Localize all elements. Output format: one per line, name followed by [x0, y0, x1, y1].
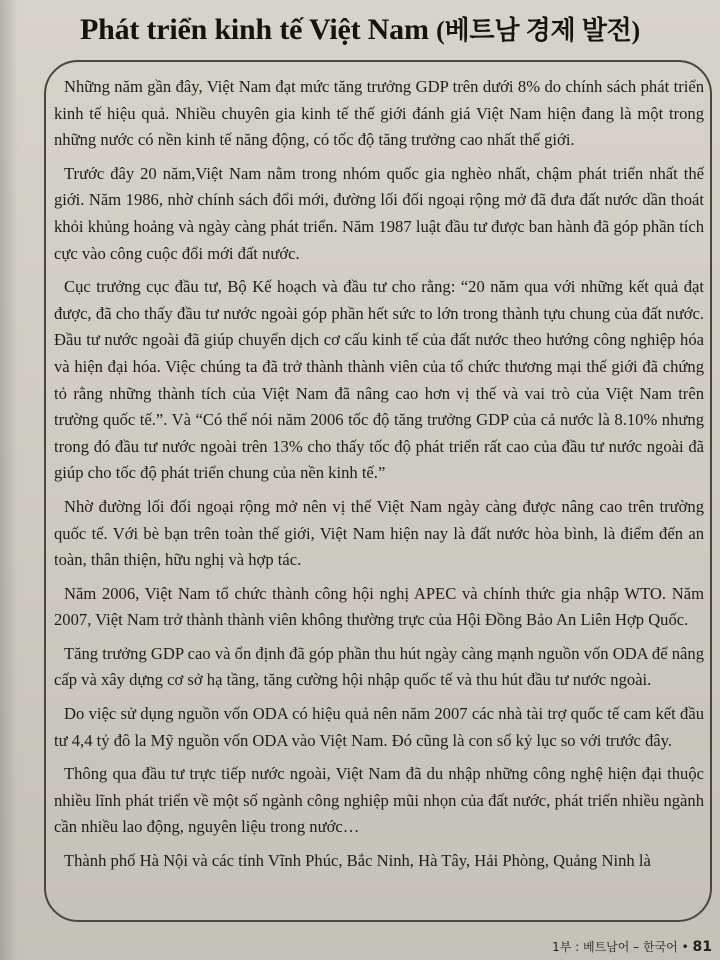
footer-section: 1부 : 베트남어 – 한국어: [552, 940, 678, 954]
paragraph: Những năm gần đây, Việt Nam đạt mức tăng trưởng GDP trên dưới 8% do chính sách phát triển kinh tế hiệu quả. Nhiều chuyên gia kinh tế thế giới đánh giá Việt Nam hiện đang là một trong những nước có nền kinh tế năng động, có tốc độ tăng trưởng cao nhất thế giới.: [54, 77, 704, 150]
paragraph: Nhờ đường lối đối ngoại rộng mở nên vị thế Việt Nam ngày càng được nâng cao trên trường quốc tế. Với bè bạn trên toàn thế giới, Việt Nam hiện nay là đất nước hòa bình, là điểm đến an toàn, thân thiện, hữu nghị và hợp tác.: [54, 496, 704, 570]
title-vietnamese: Phát triển kinh tế Việt Nam: [80, 13, 429, 46]
page-gutter-shadow: [0, 0, 18, 960]
page-footer: [552, 938, 712, 955]
paragraph: Thành phố Hà Nội và các tỉnh Vĩnh Phúc, Bắc Ninh, Hà Tây, Hải Phòng, Quảng Ninh là: [64, 851, 651, 871]
paragraph: Thông qua đầu tư trực tiếp nước ngoài, Việt Nam đã du nhập những công nghệ hiện đại thuộc nhiều lĩnh phát triển về một số ngành công nghiệp mũi nhọn của đất nước, phát triển nhiều ngành cần nhiều lao động, nguyên liệu trong nước…: [54, 764, 704, 837]
paragraph: Do việc sử dụng nguồn vốn ODA có hiệu quả nên năm 2007 các nhà tài trợ quốc tế cam kết đầu tư 4,4 tỷ đô la Mỹ nguồn vốn ODA vào Việt Nam. Đó cũng là con số kỷ lục so với trước đây.: [54, 704, 704, 750]
page-title: [0, 10, 720, 47]
article-body: [54, 74, 704, 882]
footer-bullet: •: [681, 940, 689, 954]
page-number: 81: [692, 939, 712, 955]
paragraph: Cục trưởng cục đầu tư, Bộ Kế hoạch và đầu tư cho rằng: “20 năm qua với những kết quả đạt được, đã cho thấy đầu tư nước ngoài góp phần hết sức to lớn trong thành tựu chung của đất nước. Đầu tư nước ngoài đã giúp chuyển dịch cơ cấu kinh tế của đất nước theo hướng công nghiệp hóa và hiện đại hóa. Việc chúng ta đã trở thành thành viên của tổ chức thương mại thế giới đã chứng tỏ rằng những thành tích của Việt Nam đã nâng cao hơn vị thế và vai trò của Việt Nam trên trường quốc tế.”. Và “Có thể nói năm 2006 tốc độ tăng trưởng GDP của cả nước là 8.10% nhưng trong đó đầu tư nước ngoài trên 13% cho thấy tốc độ phát triển rất cao của đầu tư nước ngoài đã giúp cho tốc độ phát triển chung của nền kinh tế.”: [54, 277, 704, 483]
paragraph: Tăng trưởng GDP cao và ổn định đã góp phần thu hút ngày càng mạnh nguồn vốn ODA để nâng cấp và xây dựng cơ sở hạ tầng, tăng cường hội nhập quốc tế và thu hút đầu tư nước ngoài.: [54, 643, 704, 690]
paragraph: Năm 2006, Việt Nam tổ chức thành công hội nghị APEC và chính thức gia nhập WTO. Năm 2007, Việt Nam trở thành thành viên không thường trực của Hội Đồng Bảo An Liên Hợp Quốc.: [54, 583, 704, 630]
title-korean: (베트남 경제 발전): [436, 16, 640, 45]
paragraph: Trước đây 20 năm,Việt Nam nằm trong nhóm quốc gia nghèo nhất, chậm phát triển nhất thế giới. Năm 1986, nhờ chính sách đổi mới, đường lối đối ngoại rộng mở đã đưa đất nước dần thoát khỏi khủng hoảng và ngày càng phát triển. Năm 1987 luật đầu tư được ban hành đã góp phần tích cực vào công cuộc đổi mới đất nước.: [54, 163, 704, 263]
